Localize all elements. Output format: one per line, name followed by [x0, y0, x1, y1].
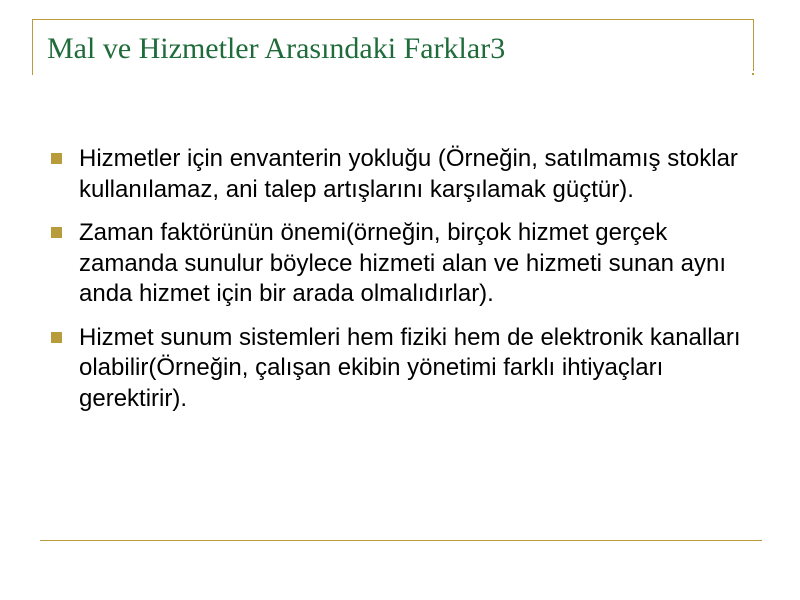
bullet-list	[48, 144, 748, 427]
square-bullet-icon	[51, 153, 62, 164]
bottom-rule	[40, 540, 762, 541]
bullet-text: Hizmet sunum sistemleri hem fiziki hem de elektronik kanalları olabilir(Örneğin, çalışan ekibin yönetimi farklı ihtiyaçları gerektirir).	[79, 323, 741, 412]
title-frame-dot	[752, 73, 754, 75]
bullet-text: Hizmetler için envanterin yokluğu (Örneğin, satılmamış stoklar kullanılamaz, ani talep artışlarını karşılamak güçtür).	[79, 145, 738, 203]
bullet-item	[48, 144, 748, 205]
title-frame-right-line	[753, 19, 754, 71]
slide-title: Mal ve Hizmetler Arasındaki Farklar3	[47, 32, 506, 65]
bullet-text: Zaman faktörünün önemi(örneğin, birçok hizmet gerçek zamanda sunulur böylece hizmeti alan ve hizmeti sunan aynı anda hizmet için bir arada olmalıdırlar).	[79, 219, 727, 307]
bullet-item	[48, 323, 748, 415]
square-bullet-icon	[51, 332, 62, 343]
title-frame-left-line	[32, 19, 33, 75]
bullet-item	[48, 218, 748, 310]
title-frame-top-line	[32, 19, 754, 20]
square-bullet-icon	[51, 227, 62, 238]
